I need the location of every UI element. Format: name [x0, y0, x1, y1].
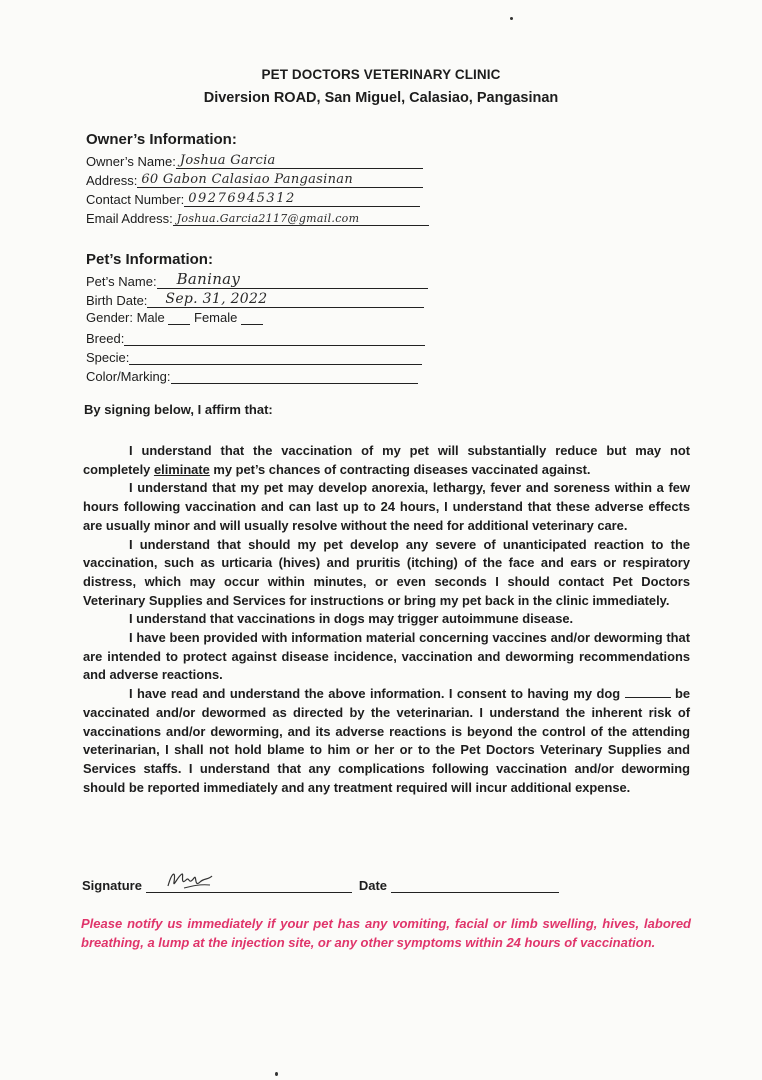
notice-text: Please notify us immediately if your pet has any vomiting, facial or limb swelling, hives, labored breathing, a lump at the injection site, or any other symptoms within 24 hours of vaccination.: [81, 916, 691, 950]
scan-speck: [275, 1072, 278, 1076]
pet-specie-label: Specie:: [86, 350, 130, 365]
pet-specie-field[interactable]: [86, 348, 422, 366]
owner-section-title: Owner’s Information:: [86, 131, 237, 148]
consent-paragraph: I understand that should my pet develop any severe of unanticipated reaction to the vaccination, such as urticaria (hives) and pruritis (itching) of the face and ears or respiratory distress, which may occur within minutes, or even seconds I should contact Pet Doctors Veterinary Supplies and Services for instructions or bring my pet back in the clinic immediately.: [83, 536, 690, 608]
pet-birthdate-value: Sep. 31, 2022: [165, 291, 268, 307]
date-label: Date: [358, 878, 388, 893]
owner-email-label: Email Address:: [86, 211, 173, 226]
eliminate-underlined: eliminate: [153, 461, 210, 477]
owner-email-value: Joshua.Garcia2117@gmail.com: [176, 212, 360, 225]
pet-birthdate-label: Birth Date:: [86, 293, 148, 308]
scan-speck: [510, 17, 513, 20]
affirm-heading: By signing below, I affirm that:: [84, 402, 273, 417]
owner-address-field[interactable]: [86, 171, 423, 189]
owner-name-value: Joshua Garcia: [179, 153, 276, 168]
clinic-address: Diversion ROAD, San Miguel, Calasiao, Pangasinan: [203, 90, 559, 106]
owner-address-value: 60 Gabon Calasiao Pangasinan: [141, 172, 354, 187]
consent-body: [83, 442, 690, 797]
consent-paragraph: I have been provided with information material concerning vaccines and/or deworming that are intended to protect against disease incidence, vaccination and deworming recommendations and adverse reactions.: [83, 630, 690, 683]
pet-color-field[interactable]: [86, 367, 418, 385]
clinic-name: PET DOCTORS VETERINARY CLINIC: [261, 67, 501, 82]
signature-scribble: [164, 868, 224, 894]
dog-name-blank[interactable]: [625, 685, 671, 698]
owner-name-field[interactable]: [86, 152, 423, 170]
consent-paragraph: I understand that my pet may develop anorexia, lethargy, fever and soreness within a few hours following vaccination and can last up to 24 hours, I understand that these adverse effects are usually minor and will usually resolve without the need for additional veterinary care.: [83, 480, 690, 533]
pet-gender-field[interactable]: [86, 310, 263, 328]
owner-email-field[interactable]: [86, 209, 429, 227]
signature-label: Signature: [82, 878, 142, 893]
date-field[interactable]: [391, 874, 559, 893]
owner-name-label: Owner’s Name:: [86, 154, 176, 169]
pet-name-label: Pet’s Name:: [86, 274, 157, 289]
gender-male-blank[interactable]: [168, 310, 190, 325]
pet-section-title: Pet’s Information:: [86, 251, 213, 268]
signature-row: [82, 874, 559, 893]
owner-address-label: Address:: [86, 173, 138, 188]
owner-contact-label: Contact Number:: [86, 192, 185, 207]
gender-female-blank[interactable]: [241, 310, 263, 325]
gender-male-label: Gender: Male: [86, 310, 165, 325]
owner-contact-field[interactable]: [86, 190, 420, 208]
consent-paragraph: I have read and understand the above information. I consent to having my dog be vaccinated and/or dewormed as directed by the veterinarian. I understand the inherent risk of vaccinations and/or deworming, and its adverse reactions is beyond the control of the attending veterinarian, I shall not hold blame to him or her or to the Pet Doctors Veterinary Supplies and Services staffs. I understand that any complications following vaccination and/or deworming should be reported immediately and any treatment required will incur additional expense.: [83, 686, 691, 795]
pet-breed-field[interactable]: [86, 329, 425, 347]
pet-breed-label: Breed:: [86, 331, 125, 346]
gender-female-label: Female: [194, 310, 238, 325]
pet-color-label: Color/Marking:: [86, 369, 171, 384]
pet-name-value: Baninay: [176, 270, 241, 288]
signature-field[interactable]: [146, 874, 352, 893]
consent-paragraph: I understand that the vaccination of my pet will substantially reduce but may not completely eliminate my pet’s chances of contracting diseases vaccinated against.: [83, 443, 690, 477]
consent-paragraph: I understand that vaccinations in dogs may trigger autoimmune disease.: [129, 611, 574, 627]
pet-birthdate-field[interactable]: [86, 291, 424, 309]
pet-name-field[interactable]: [86, 272, 428, 290]
owner-contact-value: 09276945312: [188, 191, 296, 206]
